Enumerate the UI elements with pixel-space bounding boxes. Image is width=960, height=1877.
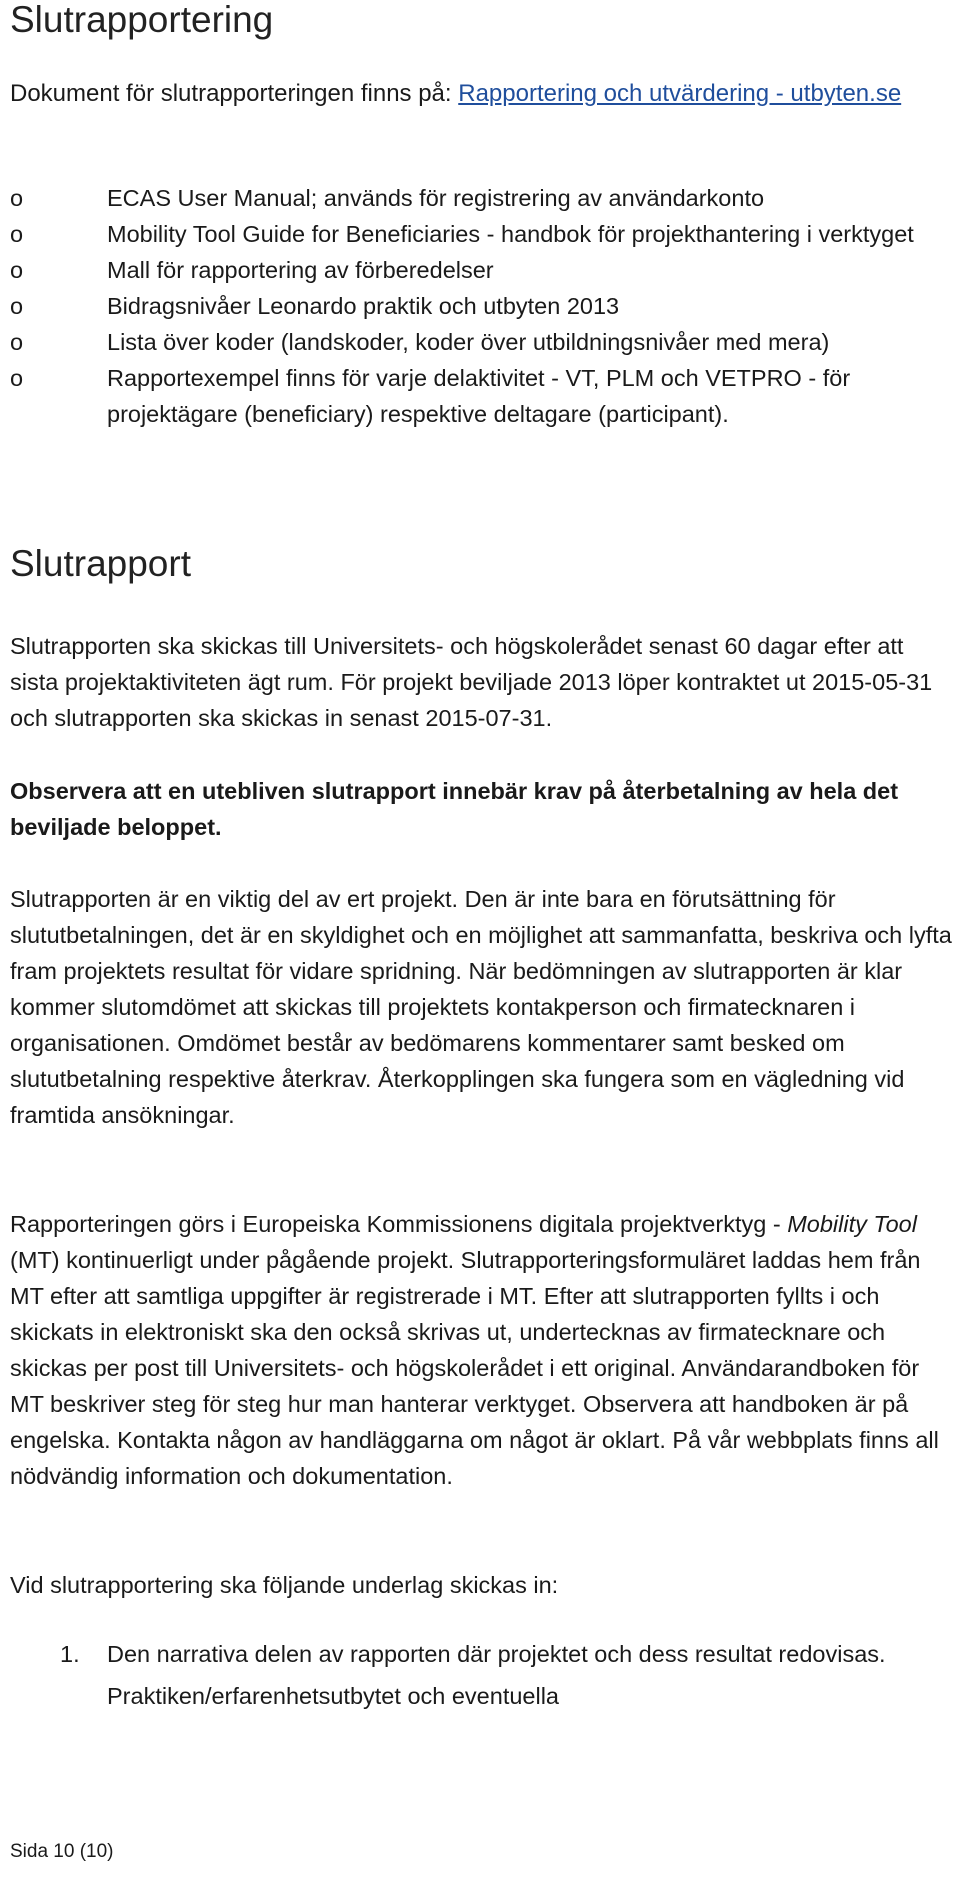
- bullet-marker: o: [10, 257, 24, 283]
- mobility-tool-term: Mobility Tool: [787, 1211, 917, 1237]
- paragraph-text: Rapporteringen görs i Europeiska Kommissionens digitala projektverktyg -: [10, 1211, 788, 1237]
- bullet-marker: o: [10, 329, 24, 355]
- bullet-marker: o: [10, 185, 24, 211]
- numbered-list-item: [10, 1633, 955, 1717]
- paragraph-text: (MT) kontinuerligt under pågående projekt. Slutrapporteringsformuläret laddas hem från MT efter att samtliga uppgifter är registrerade i MT. Efter att slutrapporten fyllts i och skickats in elektroniskt ska den också skrivas ut, undertecknas av firmatecknare och skickas per post till Universitets- och högskolerådet i ett original. Användarandboken för MT beskriver steg för steg hur man hanterar verktyget. Observera att handboken är på engelska. Kontakta någon av handläggarna om något är oklart. På vår webbplats finns all nödvändig information och dokumentation.: [10, 1247, 939, 1489]
- numbered-list: [10, 1633, 955, 1717]
- intro-text: Dokument för slutrapporteringen finns på:: [10, 80, 459, 107]
- paragraph-mobility-tool: [10, 1206, 955, 1494]
- list-item-text: ECAS User Manual; används för registrering av användarkonto: [107, 185, 765, 211]
- document-list: [10, 180, 955, 432]
- paragraph-importance: Slutrapporten är en viktig del av ert projekt. Den är inte bara en förutsättning för slututbetalningen, det är en skyldighet och en möjlighet att sammanfatta, beskriva och lyfta fram projektets resultat för vidare spridning. När bedömningen av slutrapporten är klar kommer slutomdömet att skickas till projektets kontakperson och firmatecknaren i organisationen. Omdömet består av bedömarens kommentarer samt besked om slututbetalning respektive återkrav. Återkopplingen ska fungera som en vägledning vid framtida ansökningar.: [10, 886, 952, 1128]
- list-item-text: Bidragsnivåer Leonardo praktik och utbyten 2013: [107, 293, 620, 319]
- list-item: [10, 360, 955, 432]
- list-item: [10, 252, 955, 288]
- list-number: 1.: [60, 1641, 80, 1667]
- list-item-text: Den narrativa delen av rapporten där projektet och dess resultat redovisas. Praktiken/erfarenhetsutbytet och eventuella: [107, 1641, 886, 1709]
- list-item: [10, 324, 955, 360]
- paragraph-documents-intro: Vid slutrapportering ska följande underlag skickas in:: [10, 1572, 559, 1598]
- list-item: [10, 180, 955, 216]
- list-item-text: Rapportexempel finns för varje delaktivitet - VT, PLM och VETPRO - för projektägare (beneficiary) respektive deltagare (participant).: [107, 365, 851, 427]
- intro-paragraph: [10, 76, 930, 112]
- list-item-text: Lista över koder (landskoder, koder över utbildningsnivåer med mera): [107, 329, 830, 355]
- section-heading-slutrapport: Slutrapport: [10, 543, 191, 584]
- list-item: [10, 288, 955, 324]
- bullet-marker: o: [10, 221, 24, 247]
- bullet-marker: o: [10, 365, 24, 391]
- paragraph-deadline: Slutrapporten ska skickas till Universitets- och högskolerådet senast 60 dagar efter att sista projektaktiviteten ägt rum. För projekt beviljade 2013 löper kontraktet ut 2015-05-31 och slutrapporten ska skickas in senast 2015-07-31.: [10, 633, 933, 731]
- page-number-footer: Sida 10 (10): [10, 1841, 114, 1862]
- list-item-text: Mall för rapportering av förberedelser: [107, 257, 494, 283]
- bullet-marker: o: [10, 293, 24, 319]
- paragraph-warning: Observera att en utebliven slutrapport innebär krav på återbetalning av hela det beviljade beloppet.: [10, 778, 899, 840]
- page-title: Slutrapportering: [10, 0, 274, 40]
- rapportering-link[interactable]: Rapportering och utvärdering - utbyten.se: [458, 80, 902, 107]
- list-item-text: Mobility Tool Guide for Beneficiaries - handbok för projekthantering i verktyget: [107, 221, 914, 247]
- list-item: [10, 216, 955, 252]
